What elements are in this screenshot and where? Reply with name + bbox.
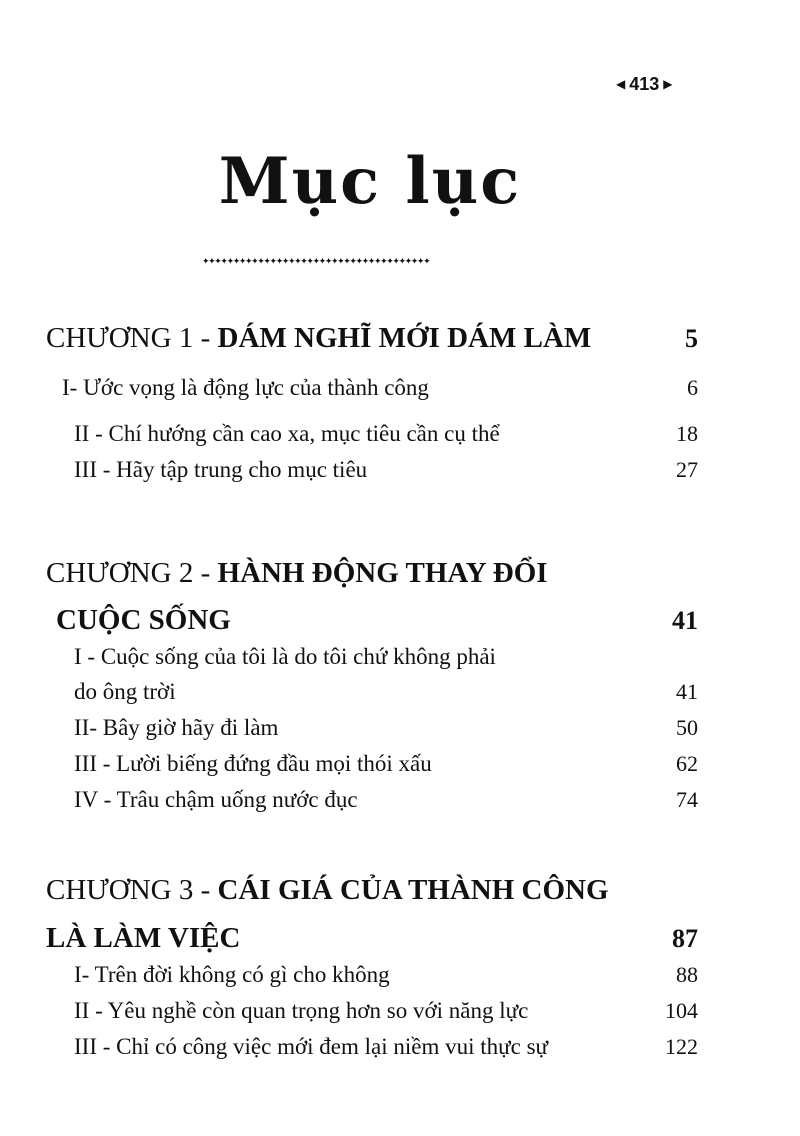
chapter-1-title: DÁM NGHĨ MỚI DÁM LÀM — [217, 322, 592, 354]
section-label: IV - Trâu chậm uống nước đục — [74, 787, 358, 812]
toc-entry[interactable] — [74, 749, 698, 779]
chapter-1-heading[interactable] — [46, 320, 698, 357]
toc-entry[interactable] — [74, 785, 698, 815]
chapter-2-heading[interactable] — [46, 555, 698, 591]
section-page: 18 — [676, 421, 698, 446]
section-label: II - Yêu nghề còn quan trọng hơn so với năng lực — [74, 998, 529, 1023]
section-page: 41 — [676, 679, 698, 704]
page-number — [616, 72, 673, 96]
chapter-3-title-line2: LÀ LÀM VIỆC — [46, 922, 241, 954]
chapter-3-heading-cont[interactable] — [46, 920, 698, 957]
section-page: 122 — [665, 1034, 698, 1059]
chapter-2-prefix: CHƯƠNG 2 - — [46, 557, 218, 589]
section-label: do ông trời — [74, 679, 176, 704]
section-label: III - Hãy tập trung cho mục tiêu — [74, 457, 368, 482]
chapter-2-title-line1: HÀNH ĐỘNG THAY ĐỔI — [217, 557, 548, 589]
page-title: Mục lục — [218, 144, 522, 219]
section-page: 50 — [676, 715, 698, 740]
chapter-2-title-line2: CUỘC SỐNG — [56, 604, 231, 636]
left-triangle-icon: ◀ — [616, 77, 626, 91]
section-label: II - Chí hướng cần cao xa, mục tiêu cần cụ thể — [74, 421, 500, 446]
toc-entry[interactable] — [62, 373, 698, 403]
toc-entry[interactable] — [74, 419, 698, 449]
section-page: 6 — [687, 375, 698, 400]
ornament-divider: ✦✦✦✦✦✦✦✦✦✦✦✦✦✦✦✦✦✦✦✦✦✦✦✦✦✦✦✦✦✦✦✦✦✦✦✦✦ — [202, 257, 430, 267]
chapter-2-page: 41 — [672, 606, 698, 635]
section-label: I - Cuộc sống của tôi là do tôi chứ không phải — [74, 644, 496, 669]
section-label: I- Ước vọng là động lực của thành công — [62, 375, 429, 400]
section-page: 27 — [676, 457, 698, 482]
toc-entry[interactable] — [74, 996, 698, 1026]
toc-entry[interactable] — [74, 1032, 698, 1062]
section-label: III - Chỉ có công việc mới đem lại niềm vui thực sự — [74, 1034, 548, 1059]
right-triangle-icon: ▶ — [663, 77, 673, 91]
chapter-3-prefix: CHƯƠNG 3 - — [46, 874, 218, 906]
section-page: 74 — [676, 787, 698, 812]
toc-entry[interactable] — [74, 455, 698, 485]
chapter-2-heading-cont[interactable] — [56, 602, 698, 639]
chapter-3-title-line1: CÁI GIÁ CỦA THÀNH CÔNG — [217, 874, 609, 906]
toc-entry[interactable] — [74, 713, 698, 743]
toc-entry[interactable] — [74, 960, 698, 990]
section-page: 62 — [676, 751, 698, 776]
section-page: 104 — [665, 998, 698, 1023]
toc-entry[interactable] — [74, 642, 698, 672]
chapter-1-prefix: CHƯƠNG 1 - — [46, 322, 218, 354]
toc-entry-cont[interactable] — [74, 677, 698, 707]
section-label: III - Lười biếng đứng đầu mọi thói xấu — [74, 751, 432, 776]
section-page: 88 — [676, 962, 698, 987]
chapter-3-heading[interactable] — [46, 872, 698, 908]
page-number-value: 413 — [629, 74, 660, 94]
chapter-3-page: 87 — [672, 924, 698, 953]
chapter-1-page: 5 — [685, 324, 698, 353]
section-label: II- Bây giờ hãy đi làm — [74, 715, 279, 740]
section-label: I- Trên đời không có gì cho không — [74, 962, 390, 987]
